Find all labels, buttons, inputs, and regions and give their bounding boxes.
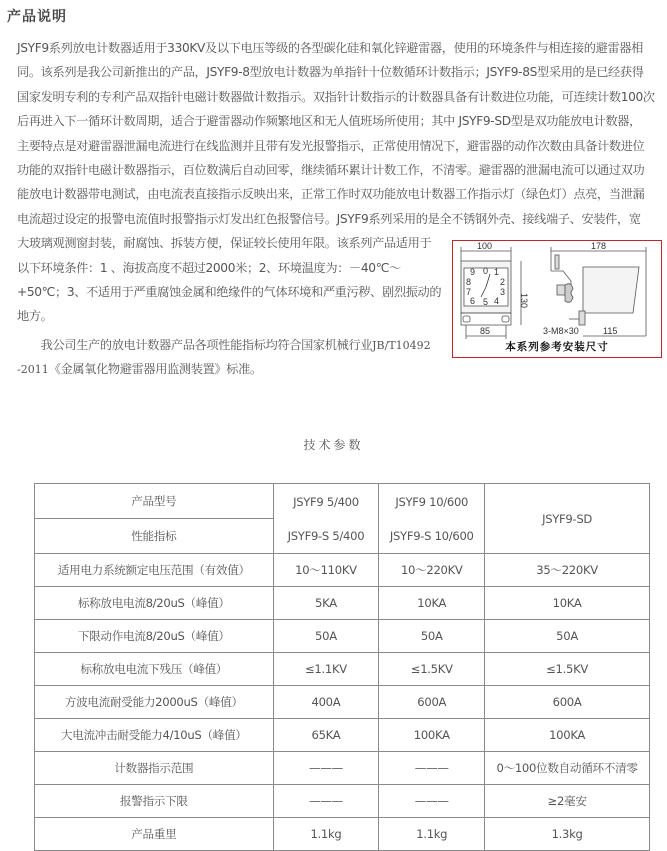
parameter-label: 方波电流耐受能力2000uS（峰值） bbox=[35, 686, 274, 719]
parameter-value: 5KA bbox=[273, 587, 379, 620]
model-name: JSYF9-S 5/400 bbox=[287, 528, 365, 543]
dial-number: 2 bbox=[500, 277, 506, 287]
parameter-value: 1.1kg bbox=[379, 818, 485, 851]
parameter-value: ≥2毫安 bbox=[485, 785, 650, 818]
standard-line-1 bbox=[17, 333, 431, 357]
parameter-value: ——— bbox=[273, 785, 379, 818]
standard-text: 我公司生产的放电计数器产品各项性能指标均符合国家机械行业 bbox=[17, 338, 373, 352]
table-row bbox=[35, 785, 650, 818]
header-model-2 bbox=[379, 484, 485, 554]
mount-slot bbox=[463, 316, 470, 322]
terminal-bolt bbox=[555, 255, 559, 269]
table-row bbox=[35, 818, 650, 851]
dim-label-front-height: 130 bbox=[519, 293, 529, 309]
dial-number: 6 bbox=[470, 296, 476, 306]
dial-number: 8 bbox=[466, 277, 472, 287]
parameter-label: 计数器指示范围 bbox=[35, 752, 274, 785]
header-label-performance: 性能指标 bbox=[35, 519, 274, 554]
dial-number: 9 bbox=[470, 267, 476, 277]
parameter-value: ——— bbox=[273, 752, 379, 785]
mount-slot bbox=[502, 316, 509, 322]
mount-plate bbox=[461, 313, 511, 325]
standard-line-2 bbox=[17, 357, 431, 381]
standard-year: -2011 bbox=[17, 363, 49, 377]
parameter-value: 10～110KV bbox=[273, 554, 379, 587]
dial-number: 0 bbox=[483, 266, 489, 276]
description-line: +50℃；3、不适用于严重腐蚀金属和绝缘件的气体环境和严重污秽、剧烈振动的 bbox=[17, 284, 442, 299]
side-view bbox=[551, 247, 646, 336]
table-row bbox=[35, 554, 650, 587]
parameter-value: 10～220KV bbox=[379, 554, 485, 587]
parameter-value: ≤1.5KV bbox=[485, 653, 650, 686]
table-row bbox=[35, 587, 650, 620]
parameter-value: 50A bbox=[485, 620, 650, 653]
description-line: 以下环境条件：1 、海拔高度不超过2000米；2、环境温度为：－40℃～ bbox=[17, 260, 401, 275]
section-title: 产品说明 bbox=[7, 9, 67, 25]
ground-bolt bbox=[579, 311, 585, 325]
parameter-value: 600A bbox=[379, 686, 485, 719]
standard-statement bbox=[17, 333, 431, 382]
model-name: JSYF9-S 10/600 bbox=[389, 528, 474, 543]
dim-label-bolt-spec: 3-M8×30 bbox=[543, 326, 579, 336]
parameter-value: ——— bbox=[379, 785, 485, 818]
parameter-value: 1.3kg bbox=[485, 818, 650, 851]
parameter-label: 报警指示下限 bbox=[35, 785, 274, 818]
description-line: 功能的双指针电磁计数器指示，百位数满后自动回零，继续循环累计计数工作，不清零。避雷器的泄漏电流可以通过双功 bbox=[17, 162, 645, 177]
header-model-1 bbox=[273, 484, 379, 554]
parameter-value: 400A bbox=[273, 686, 379, 719]
parameter-value: 100KA bbox=[379, 719, 485, 752]
model-name: JSYF9 10/600 bbox=[395, 494, 469, 509]
parameter-label: 标称放电电流8/20uS（峰值） bbox=[35, 587, 274, 620]
terminal-nut bbox=[557, 285, 565, 295]
dial-number: 4 bbox=[494, 296, 500, 306]
table-row bbox=[35, 620, 650, 653]
description-line: 后再进入下一循环计数周期，适合于避雷器动作频繁地区和无人值班场所使用；其中 JSYF9-SD型是双功能放电计数器， bbox=[17, 114, 641, 129]
model-name: JSYF9 5/400 bbox=[293, 494, 359, 509]
parameter-label: 适用电力系统额定电压范围（有效值） bbox=[35, 554, 274, 587]
parameter-value: 10KA bbox=[379, 587, 485, 620]
parameter-value: ≤1.1KV bbox=[273, 653, 379, 686]
parameter-value: ——— bbox=[379, 752, 485, 785]
parameter-value: 50A bbox=[273, 620, 379, 653]
description-line: JSYF9系列放电计数器适用于330KV及以下电压等级的各型碳化硅和氧化锌避雷器，使用的环境条件与相连接的避雷器相 bbox=[17, 41, 643, 55]
insulator bbox=[565, 284, 573, 303]
parameter-value: 600A bbox=[485, 686, 650, 719]
table-row bbox=[35, 653, 650, 686]
installation-dimension-diagram bbox=[452, 240, 662, 358]
dim-label-front-width: 100 bbox=[477, 241, 493, 251]
dial-number: 1 bbox=[494, 267, 500, 277]
dial-number: 5 bbox=[483, 297, 489, 307]
table-header-row bbox=[35, 484, 650, 519]
description-line: 大玻璃观测窗封装，耐腐蚀、拆装方便，保证较长使用年限。该系列产品适用于 bbox=[17, 236, 432, 251]
description-line: 同。该系列是我公司新推出的产品，JSYF9-8型放电计数器为单指针十位数循环计数指示；JSYF9-8S型采用的是已经获得 bbox=[17, 65, 644, 80]
table-title: 技术参数 bbox=[303, 438, 364, 452]
description-line: 电流超过设定的报警电流值时报警指示灯发出红色报警信号。JSYF9系列采用的是全不锈钢外壳、接线端子、安装件，宽 bbox=[17, 211, 641, 226]
parameter-value: 35～220KV bbox=[485, 554, 650, 587]
parameter-label: 标称放电电流下残压（峰值） bbox=[35, 653, 274, 686]
parameter-label: 大电流冲击耐受能力4/10uS（峰值） bbox=[35, 719, 274, 752]
parameter-value: 65KA bbox=[273, 719, 379, 752]
header-model-3: JSYF9-SD bbox=[485, 484, 650, 554]
parameter-value: 0～100位数自动循环不清零 bbox=[485, 752, 650, 785]
dim-label-front-mount: 85 bbox=[480, 326, 491, 336]
description-line: 能放电计数器带电测试，由电流表直接指示反映出来，正常工作时双功能放电计数器工作指示灯（绿色灯）点亮，当泄漏 bbox=[17, 187, 645, 202]
parameter-value: ≤1.5KV bbox=[379, 653, 485, 686]
parameter-value: 50A bbox=[379, 620, 485, 653]
table-row bbox=[35, 752, 650, 785]
parameter-value: 10KA bbox=[485, 587, 650, 620]
parameter-value: 100KA bbox=[485, 719, 650, 752]
dim-label-side-width: 178 bbox=[591, 241, 607, 251]
table-row bbox=[35, 686, 650, 719]
dial-number: 7 bbox=[466, 287, 472, 297]
header-label-model: 产品型号 bbox=[35, 484, 274, 519]
dial-number: 3 bbox=[500, 287, 506, 297]
parameter-value: 1.1kg bbox=[273, 818, 379, 851]
description-line: 国家发明专利的专利产品双指针电磁计数器做计数指示。双指针计数指示的计数器具备有计数进位功能，可连续计数100次 bbox=[17, 89, 655, 104]
standard-title: 《金属氧化物避雷器用监测装置》标准。 bbox=[48, 362, 262, 377]
table-row bbox=[35, 719, 650, 752]
diagram-caption: 本系列参考安装尺寸 bbox=[505, 341, 609, 353]
parameter-label: 下限动作电流8/20uS（峰值） bbox=[35, 620, 274, 653]
technical-parameters-table bbox=[34, 483, 650, 851]
housing-side bbox=[583, 267, 639, 313]
standard-code: JB/T10492 bbox=[372, 339, 431, 352]
description-line: 主要特点是对避雷器泄漏电流进行在线监测并且带有发光报警指示，正常使用情况下，避雷器的动作次数由具备计数进位 bbox=[17, 138, 645, 153]
dim-label-side-mount: 115 bbox=[603, 326, 618, 336]
description-line: 地方。 bbox=[17, 309, 53, 324]
parameter-label: 产品重里 bbox=[35, 818, 274, 851]
